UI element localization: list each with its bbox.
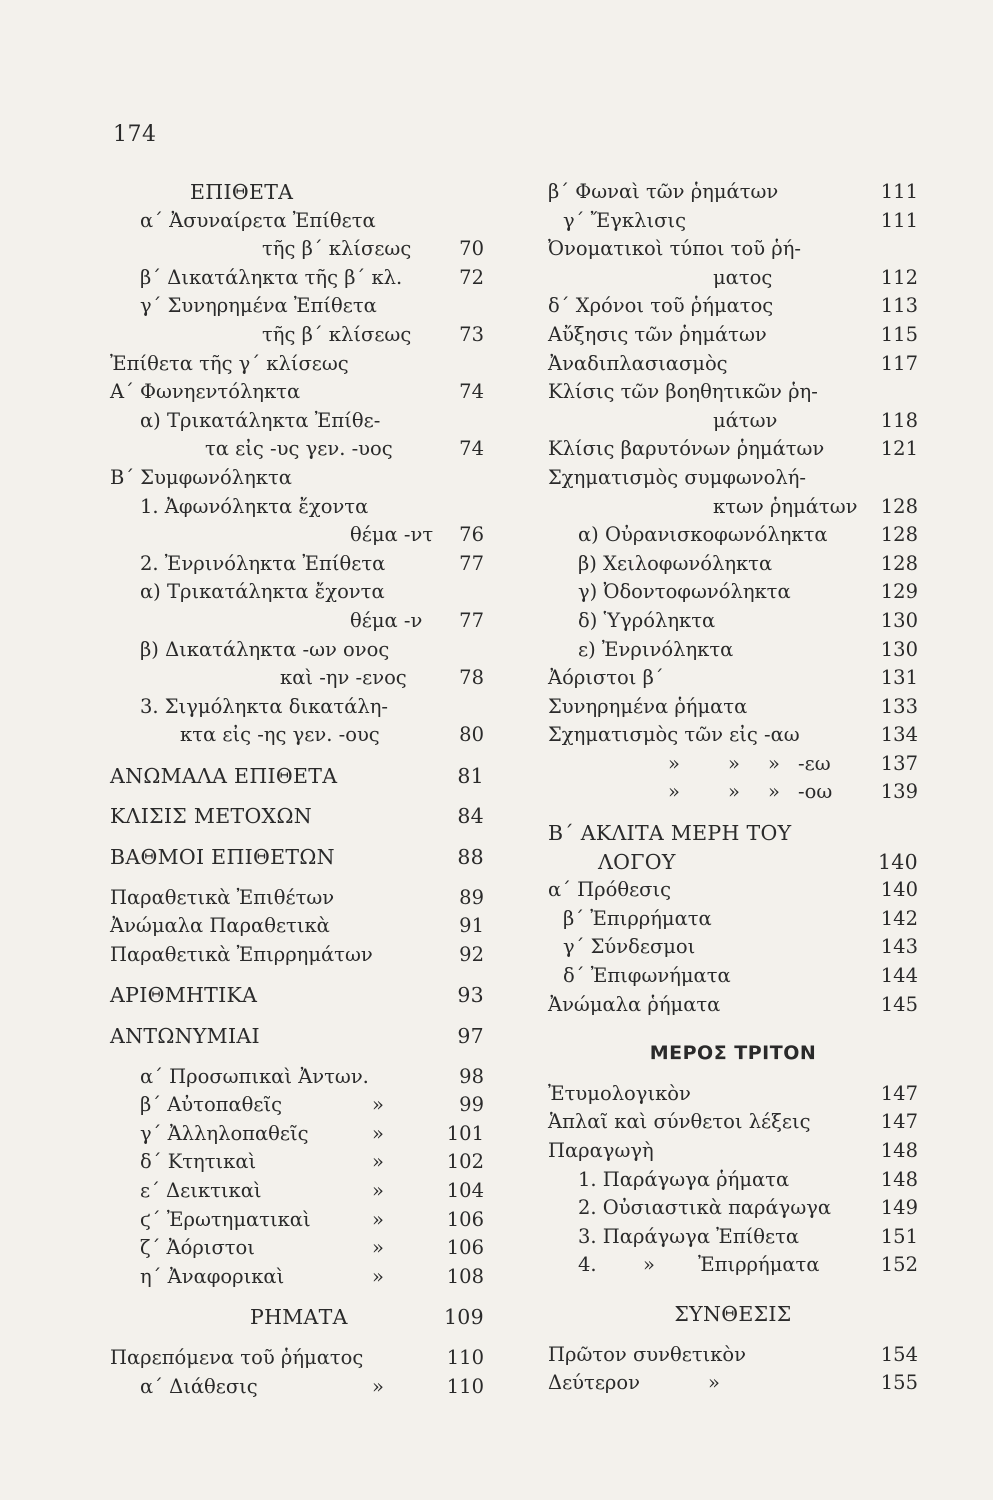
- toc-entry: γ΄ Συνηρημένα Ἐπίθετα: [140, 294, 377, 318]
- toc-entry: δ΄ Χρόνοι τοῦ ῥήματος 113: [548, 294, 918, 318]
- toc-entry: Συνηρημένα ῥήματα 133: [548, 694, 918, 718]
- toc-entry: γ΄ Ἔγκλισις 111: [563, 208, 918, 232]
- toc-entry: α) Οὐρανισκοφωνόληκτα 128: [578, 523, 918, 547]
- page-number: 174: [113, 122, 157, 147]
- toc-entry: Κλίσις βαρυτόνων ῥημάτων 121: [548, 437, 918, 461]
- toc-heading: ΒΑΘΜΟΙ ΕΠΙΘΕΤΩΝ 88: [110, 845, 484, 870]
- toc-entry: ϛ΄ Ἐρωτηματικαὶ » 106: [140, 1207, 484, 1231]
- toc-entry: γ΄ Σύνδεσμοι 143: [563, 935, 918, 959]
- toc-entry: α) Τρικατάληκτα Ἐπίθε-: [140, 408, 381, 432]
- toc-entry: Σχηματισμὸς συμφωνολή-: [548, 465, 807, 489]
- section-heading-meros-triton: ΜΕΡΟΣ ΤΡΙΤΟΝ: [649, 1042, 817, 1065]
- toc-entry: Σχηματισμὸς τῶν εἰς -αω 134: [548, 723, 918, 747]
- toc-heading: ΑΝΩΜΑΛΑ ΕΠΙΘΕΤΑ 81: [110, 763, 484, 788]
- toc-entry: τῆς β΄ κλίσεως 70: [262, 237, 484, 261]
- toc-entry: τα εἰς -υς γεν. -υος 74: [205, 437, 484, 461]
- toc-entry: Α΄ Φωνηεντόληκτα 74: [110, 380, 484, 404]
- toc-entry: Ἐτυμολογικὸν 147: [548, 1081, 918, 1105]
- toc-entry: β΄ Δικατάληκτα τῆς β΄ κλ. 72: [140, 265, 484, 289]
- toc-entry: Παραγωγὴ 148: [548, 1139, 918, 1162]
- toc-entry: β΄ Φωναὶ τῶν ῥημάτων 111: [548, 180, 918, 203]
- toc-entry: Πρῶτον συνθετικὸν 154: [548, 1342, 918, 1366]
- toc-entry: Παραθετικὰ Ἐπιρρημάτων 92: [110, 942, 484, 966]
- toc-entry: Ἀνώμαλα Παραθετικὰ 91: [110, 914, 484, 938]
- toc-entry: δ) Ὑγρόληκτα 130: [578, 608, 918, 632]
- toc-entry: κτα εἰς -ης γεν. -ους 80: [180, 723, 484, 747]
- toc-left-column: [110, 178, 484, 1401]
- toc-entry: Παρεπόμενα τοῦ ῥήματος 110: [110, 1345, 484, 1369]
- toc-entry: β΄ Ἐπιρρήματα 142: [563, 906, 918, 930]
- toc-entry: ματος 112: [713, 265, 918, 289]
- toc-entry: Ἀνώμαλα ῥήματα 145: [548, 992, 918, 1016]
- toc-entry: Αὔξησις τῶν ῥημάτων 115: [548, 322, 918, 346]
- toc-entry: α΄ Πρόθεσις 140: [548, 878, 918, 902]
- toc-entry: ε) Ἐνρινόληκτα 130: [578, 637, 918, 661]
- toc-heading: ΑΝΤΩΝΥΜΙΑΙ 97: [110, 1024, 484, 1049]
- toc-heading: ΛΟΓΟΥ 140: [598, 849, 918, 874]
- toc-entry: α΄ Ἀσυναίρετα Ἐπίθετα: [140, 208, 376, 232]
- toc-entry: η΄ Ἀναφορικαὶ » 108: [140, 1264, 484, 1288]
- toc-entry: δ΄ Κτητικαὶ » 102: [140, 1150, 484, 1174]
- toc-entry: Ἀναδιπλασιασμὸς 117: [548, 351, 918, 375]
- toc-entry: ζ΄ Ἀόριστοι » 106: [140, 1236, 484, 1260]
- toc-entry: β) Χειλοφωνόληκτα 128: [578, 551, 918, 575]
- toc-entry: ε΄ Δεικτικαὶ » 104: [140, 1179, 484, 1202]
- toc-entry: α) Τρικατάληκτα ἔχοντα: [140, 580, 385, 604]
- toc-entry: » » » -οω 139: [668, 780, 918, 804]
- toc-entry: θέμα -ντ 76: [350, 523, 484, 547]
- toc-entry: Ἀόριστοι β΄ 131: [548, 666, 918, 690]
- toc-entry: Δεύτερον » 155: [548, 1371, 918, 1395]
- toc-entry: Ἐπίθετα τῆς γ΄ κλίσεως: [110, 351, 349, 375]
- toc-entry: μάτων 118: [713, 408, 918, 432]
- toc-entry: Κλίσις τῶν βοηθητικῶν ῥη-: [548, 380, 818, 404]
- toc-entry: 4. » Ἐπιρρήματα 152: [578, 1253, 918, 1277]
- toc-entry: δ΄ Ἐπιφωνήματα 144: [563, 964, 918, 988]
- toc-entry: 3. Παράγωγα Ἐπίθετα 151: [578, 1224, 918, 1248]
- toc-entry: καὶ -ην -ενος 78: [280, 666, 484, 690]
- toc-heading: ΑΡΙΘΜΗΤΙΚΑ 93: [110, 983, 484, 1008]
- toc-entry: Παραθετικὰ Ἐπιθέτων 89: [110, 885, 484, 909]
- toc-right-column: [548, 178, 918, 1398]
- toc-entry: 1. Παράγωγα ῥήματα 148: [578, 1167, 918, 1191]
- toc-entry: Ὀνοματικοὶ τύποι τοῦ ῥή-: [548, 237, 801, 261]
- toc-entry: α΄ Προσωπικαὶ Ἀντων. 98: [140, 1064, 484, 1088]
- toc-entry: κτων ῥημάτων 128: [713, 494, 918, 518]
- toc-entry: Ἁπλαῖ καὶ σύνθετοι λέξεις 147: [548, 1110, 918, 1134]
- toc-entry: τῆς β΄ κλίσεως 73: [262, 322, 484, 346]
- toc-entry: β) Δικατάληκτα -ων ονος: [140, 637, 390, 661]
- toc-heading: ΡΗΜΑΤΑ 109: [250, 1305, 484, 1330]
- toc-heading: ΚΛΙΣΙΣ ΜΕΤΟΧΩΝ 84: [110, 804, 484, 829]
- toc-entry: β΄ Αὐτοπαθεῖς » 99: [140, 1093, 484, 1117]
- toc-entry: γ΄ Ἀλληλοπαθεῖς » 101: [140, 1121, 484, 1145]
- toc-entry: Β΄ Συμφωνόληκτα: [110, 465, 292, 489]
- toc-entry: » » » -εω 137: [668, 751, 918, 775]
- toc-entry: 3. Σιγμόληκτα δικατάλη-: [140, 694, 389, 718]
- toc-entry: 2. Ἐνρινόληκτα Ἐπίθετα 77: [140, 551, 484, 575]
- toc-entry: θέμα -ν 77: [350, 608, 484, 632]
- toc-heading: ΕΠΙΘΕΤΑ: [190, 180, 294, 204]
- section-heading-synthesis: ΣΥΝΘΕΣΙΣ: [674, 1301, 792, 1326]
- toc-entry: γ) Ὀδοντοφωνόληκτα 129: [578, 580, 918, 604]
- toc-heading: Β΄ ΑΚΛΙΤΑ ΜΕΡΗ ΤΟΥ: [548, 821, 792, 846]
- toc-entry: 2. Οὐσιαστικὰ παράγωγα 149: [578, 1196, 918, 1220]
- toc-entry: α΄ Διάθεσις » 110: [140, 1374, 484, 1398]
- toc-entry: 1. Ἀφωνόληκτα ἔχοντα: [140, 494, 369, 518]
